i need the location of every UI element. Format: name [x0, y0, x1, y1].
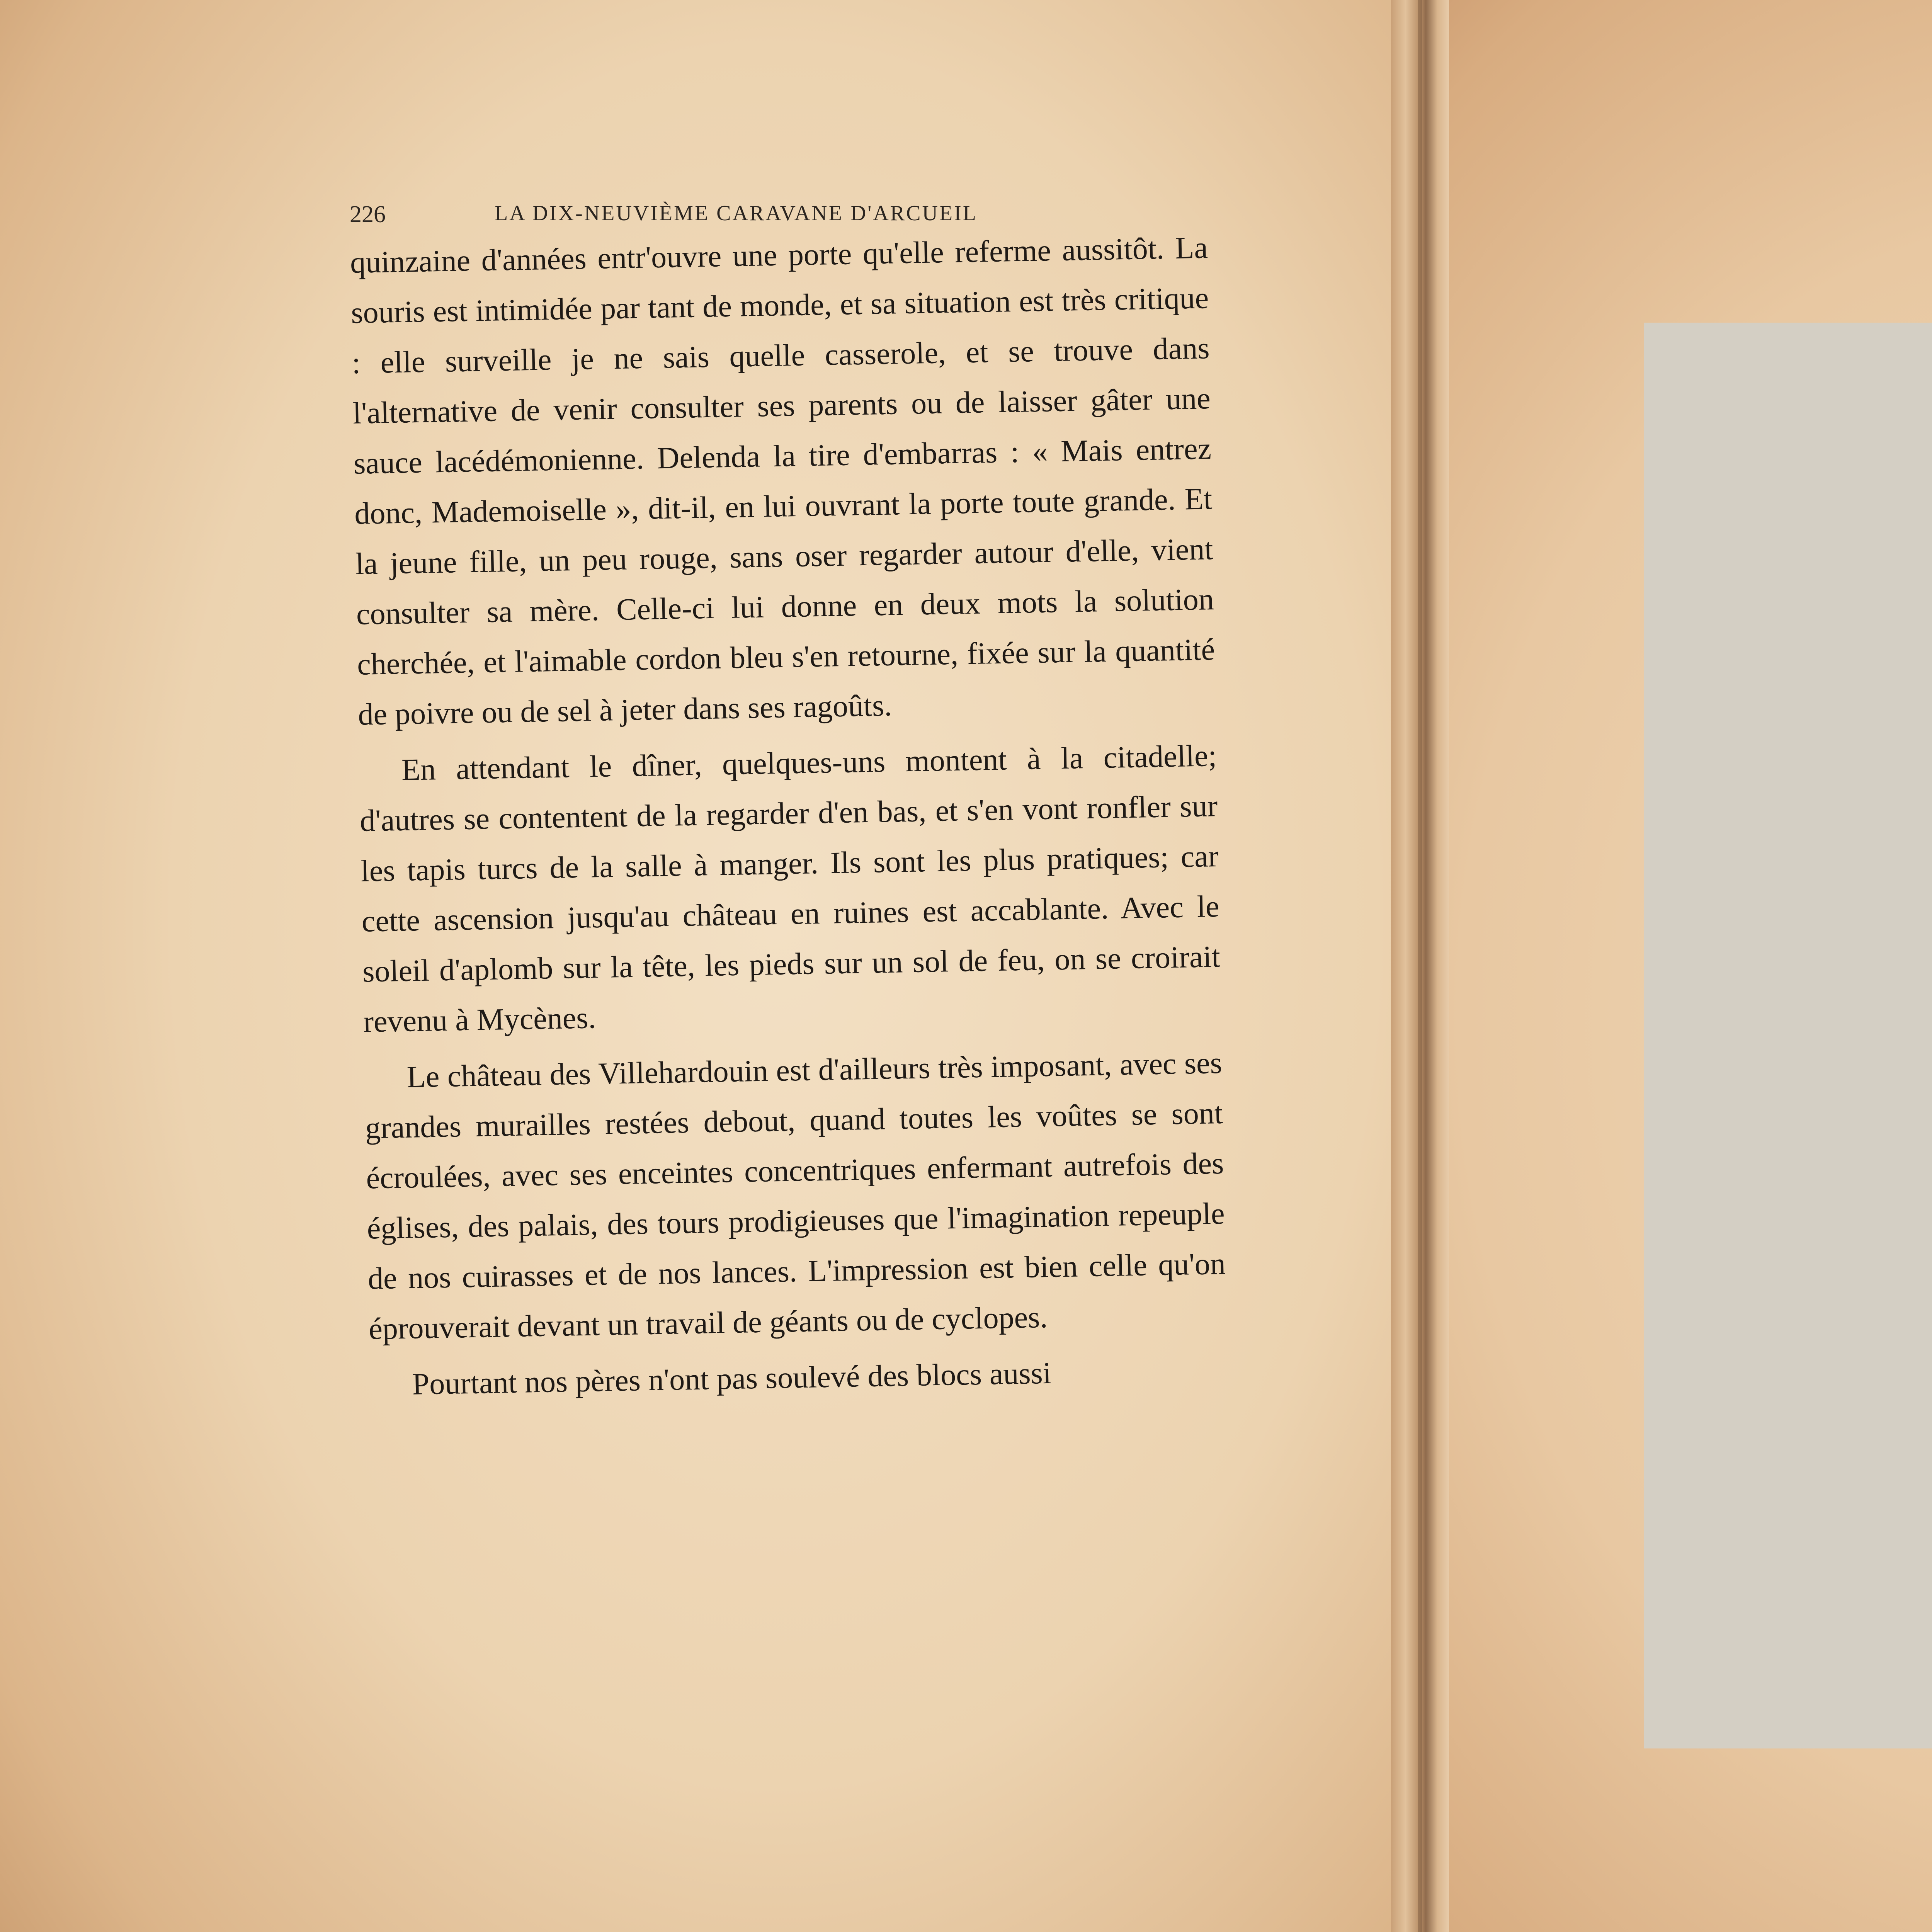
running-head-title: LA DIX-NEUVIÈME CARAVANE D'ARCUEIL: [495, 201, 978, 225]
book-gutter: [1391, 0, 1449, 1932]
paragraph: Le château des Villehardouin est d'ailleurs très imposant, avec ses grandes murailles restées debout, quand toutes les voûtes se sont écroulées, avec ses enceintes concentriques enfermant autrefois des églises, des palais, des tours prodigieuses que l'imagination repeuple de nos cuirasses et de nos lances. L'impression est bien celle qu'on éprouverait devant un travail de géants ou de cyclopes.: [365, 1046, 1226, 1346]
paragraph: quinzaine d'années entr'ouvre une porte qu'elle referme aussitôt. La souris est intimidée par tant de monde, et sa situation est très critique : elle surveille je ne sais quelle casserole, et se trouve dans l'alternative de venir consulter ses parents ou de laisser gâter une sauce lacédémonienne. Delenda la tire d'embarras : « Mais entrez donc, Mademoiselle », dit-il, en lui ouvrant la porte toute grande. Et la jeune fille, un peu rouge, sans oser regarder autour d'elle, vient consulter sa mère. Celle-ci lui donne en deux mots la solution cherchée, et l'aimable cordon bleu s'en retourne, fixée sur la quantité de poivre ou de sel à jeter dans ses ragoûts.: [350, 231, 1215, 732]
body-text: [350, 223, 1228, 1416]
ruins-photograph: [1644, 323, 1932, 1748]
photo-plate: [1644, 323, 1932, 1748]
paragraph: Pourtant nos pères n'ont pas soulevé des blocs aussi: [412, 1356, 1052, 1401]
paragraph: En attendant le dîner, quelques-uns montent à la citadelle; d'autres se contentent de la regarder d'en bas, et s'en vont ronfler sur les tapis turcs de la salle à manger. Ils sont les plus pratiques; car cette ascension jusqu'au château en ruines est accablante. Avec le soleil d'aplomb sur la tête, les pieds sur un sol de feu, on se croirait revenu à Mycènes.: [359, 739, 1221, 1039]
page-number: 226: [350, 201, 386, 228]
